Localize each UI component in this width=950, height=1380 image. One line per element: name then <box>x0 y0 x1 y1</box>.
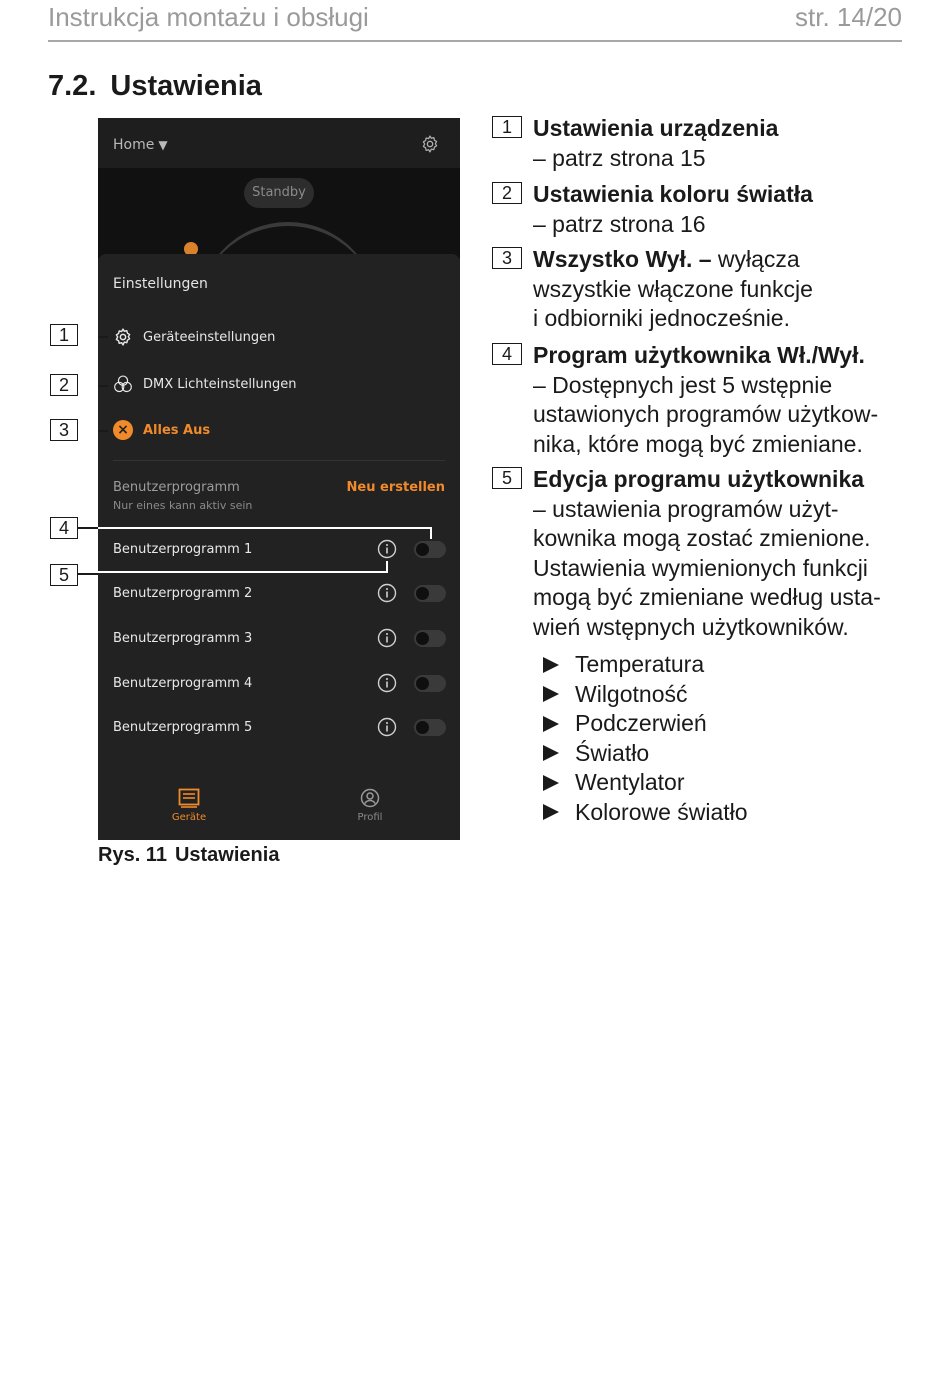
description-line: ustawionych programów użytkow- <box>533 401 879 427</box>
list-item <box>543 709 748 739</box>
description-item-5 <box>492 465 902 642</box>
description-item-1 <box>492 114 902 173</box>
description-line: – patrz strona 15 <box>533 144 706 171</box>
callout-3: 3 <box>50 419 78 441</box>
description-line: – ustawienia programów użyt- <box>533 495 839 522</box>
list-item <box>543 798 748 828</box>
program-toggle[interactable] <box>414 541 446 558</box>
description-line: i odbiorniki jednocześnie. <box>533 305 790 331</box>
program-label: Benutzerprogramm 3 <box>113 631 253 646</box>
figure-number: Rys. 11 <box>98 844 167 866</box>
list-item-label: Wentylator <box>575 769 685 795</box>
description-line: nika, które mogą być zmieniane. <box>533 430 863 457</box>
menu-item-label: Alles Aus <box>143 422 211 438</box>
chevron-down-icon: ▼ <box>158 138 168 152</box>
gear-icon[interactable] <box>420 134 440 154</box>
list-item-label: Kolorowe światło <box>575 798 748 825</box>
close-circle-icon: × <box>113 420 133 440</box>
callout-1-line <box>98 336 108 338</box>
menu-item-dmx-light[interactable] <box>113 372 297 396</box>
program-label: Benutzerprogramm 5 <box>113 720 253 735</box>
description-line: Ustawienia wymienionych funkcji <box>533 554 868 581</box>
user-programs-heading: Benutzerprogramm <box>113 480 240 495</box>
info-icon[interactable] <box>377 628 397 648</box>
description-title: Wszystko Wył. – <box>533 246 712 272</box>
app-top-bar <box>98 118 460 168</box>
sheet-divider <box>113 460 445 461</box>
list-item-label: Temperatura <box>575 651 705 677</box>
description-number: 2 <box>492 182 522 204</box>
list-item <box>543 680 748 710</box>
program-toggle[interactable] <box>414 675 446 692</box>
document-header-title: Instrukcja montażu i obsługi <box>48 2 369 32</box>
description-number: 3 <box>492 247 522 269</box>
info-icon[interactable] <box>377 717 397 737</box>
callout-5: 5 <box>50 564 78 586</box>
triangle-bullet-icon <box>543 657 559 673</box>
description-item-2 <box>492 180 902 239</box>
info-icon[interactable] <box>377 673 397 693</box>
callout-5-bracket <box>98 561 388 573</box>
callout-4: 4 <box>50 517 78 539</box>
callout-1: 1 <box>50 324 78 346</box>
description-number: 4 <box>492 343 522 365</box>
list-item-label: Podczerwień <box>575 710 707 736</box>
program-toggle[interactable] <box>414 630 446 647</box>
home-dropdown[interactable] <box>113 137 168 153</box>
description-title: Ustawienia urządzenia <box>533 115 779 141</box>
program-label: Benutzerprogramm 1 <box>113 542 253 557</box>
info-icon[interactable] <box>377 539 397 559</box>
program-row[interactable] <box>98 706 460 750</box>
triangle-bullet-icon <box>543 745 559 761</box>
menu-item-label: Geräteeinstellungen <box>143 329 276 345</box>
description-line: kownika mogą zostać zmienione. <box>533 525 871 551</box>
standby-badge[interactable]: Standby <box>244 178 314 208</box>
triangle-bullet-icon <box>543 716 559 732</box>
list-item <box>543 768 748 798</box>
description-title: Ustawienia koloru światła <box>533 181 813 207</box>
description-number: 5 <box>492 467 522 489</box>
tab-profile[interactable] <box>330 788 410 823</box>
callout-4-bracket <box>98 527 432 539</box>
device-icon <box>178 788 200 808</box>
triangle-bullet-icon <box>543 804 559 820</box>
color-circles-icon <box>113 374 133 394</box>
app-screenshot <box>98 118 460 840</box>
callout-3-line <box>98 430 108 432</box>
callout-5-line <box>78 573 98 575</box>
program-toggle[interactable] <box>414 585 446 602</box>
description-line: – Dostępnych jest 5 wstępnie <box>533 371 833 398</box>
program-row[interactable] <box>98 572 460 616</box>
callout-2: 2 <box>50 374 78 396</box>
section-title <box>48 70 262 103</box>
program-toggle[interactable] <box>414 719 446 736</box>
menu-item-all-off[interactable] <box>113 418 210 442</box>
figure-caption <box>98 844 279 867</box>
profile-icon <box>360 788 380 808</box>
tab-devices[interactable] <box>149 788 229 823</box>
program-label: Benutzerprogramm 2 <box>113 586 253 601</box>
user-programs-subtitle: Nur eines kann aktiv sein <box>113 499 253 512</box>
callout-2-line <box>98 385 108 387</box>
figure-caption-text: Ustawienia <box>174 844 280 866</box>
description-line: wień wstępnych użytkowników. <box>533 613 849 640</box>
header-divider <box>48 40 902 42</box>
info-icon[interactable] <box>377 583 397 603</box>
description-text: wyłącza <box>711 246 800 272</box>
menu-item-label: DMX Lichteinstellungen <box>143 376 297 392</box>
triangle-bullet-icon <box>543 775 559 791</box>
program-label: Benutzerprogramm 4 <box>113 676 253 691</box>
description-title: Program użytkownika Wł./Wył. <box>533 342 865 368</box>
gear-icon <box>113 327 133 347</box>
section-title-text: Ustawienia <box>110 70 262 102</box>
tab-label: Geräte <box>171 812 207 823</box>
program-row[interactable] <box>98 617 460 661</box>
description-line: wszystkie włączone funkcje <box>533 275 813 302</box>
triangle-bullet-icon <box>543 686 559 702</box>
home-label: Home <box>113 137 155 153</box>
description-item-3 <box>492 245 902 334</box>
bottom-tab-bar <box>98 768 460 840</box>
callout-4-line <box>78 527 98 529</box>
function-list <box>543 650 748 827</box>
section-number: 7.2. <box>48 70 97 102</box>
description-item-4 <box>492 341 902 459</box>
list-item <box>543 650 748 680</box>
tab-label: Profil <box>357 812 383 823</box>
page-number: str. 14/20 <box>795 2 902 32</box>
program-row[interactable] <box>98 662 460 706</box>
menu-item-device-settings[interactable] <box>113 325 275 349</box>
list-item <box>543 739 748 769</box>
description-number: 1 <box>492 116 522 138</box>
description-title: Edycja programu użytkownika <box>533 466 865 492</box>
description-line: mogą być zmieniane według usta- <box>533 584 881 610</box>
create-new-button[interactable]: Neu erstellen <box>346 480 445 495</box>
description-line: – patrz strona 16 <box>533 210 706 237</box>
list-item-label: Światło <box>575 739 650 766</box>
list-item-label: Wilgotność <box>575 680 688 707</box>
sheet-title: Einstellungen <box>113 276 208 292</box>
